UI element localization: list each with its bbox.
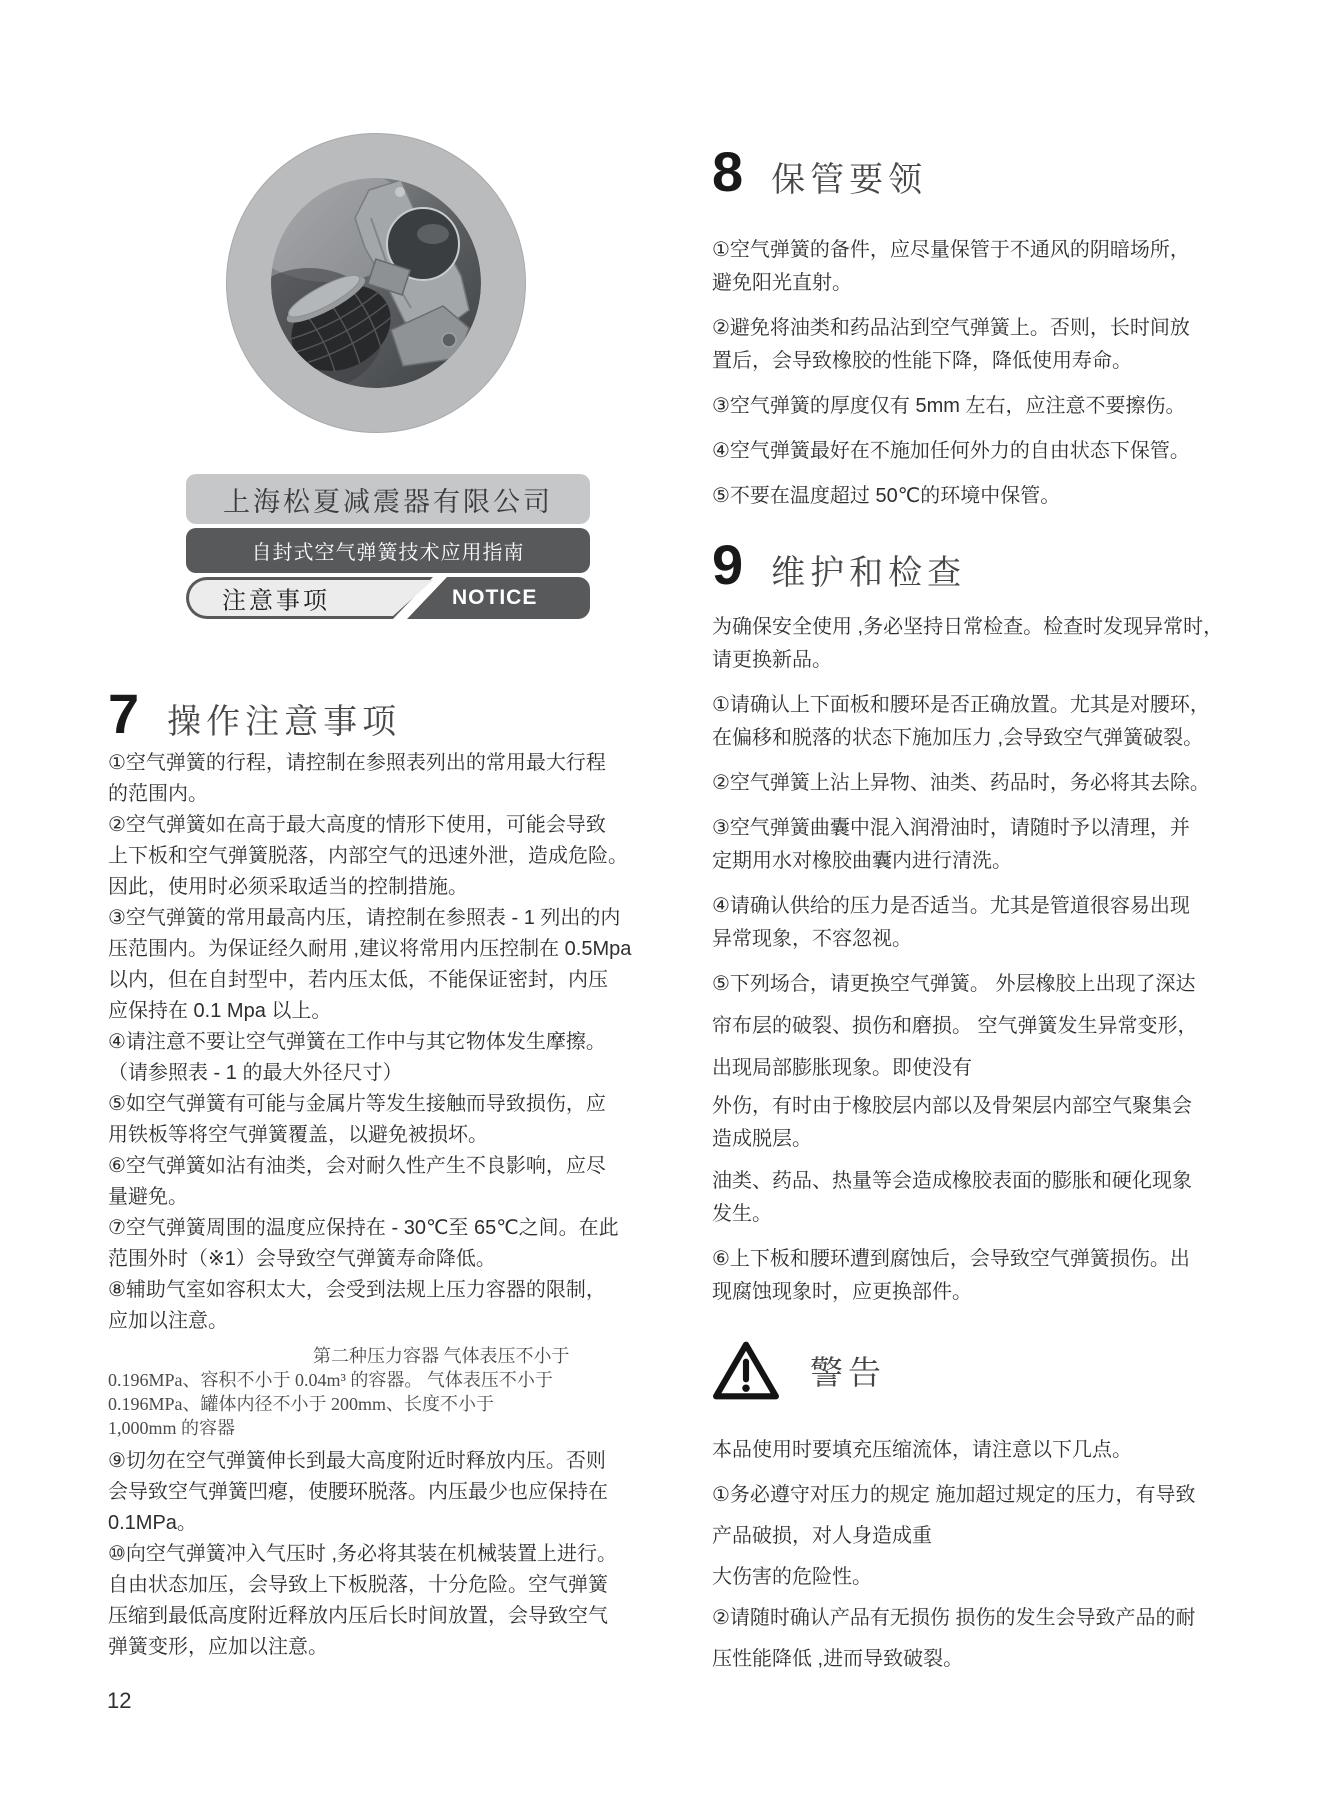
section7-heading — [108, 682, 688, 746]
air-spring-photo — [271, 178, 481, 388]
text-line: 因此，使用时必须采取适当的控制措施。 — [108, 876, 468, 898]
left-column — [108, 682, 688, 1663]
text-line: ②空气弹簧上沾上异物、油类、药品时，务必将其去除。 — [712, 772, 1210, 794]
text-line: ③空气弹簧的厚度仅有 5mm 左右，应注意不要擦伤。 — [712, 395, 1186, 417]
section7-item-2 — [108, 810, 688, 903]
section7-item-5 — [108, 1089, 688, 1151]
text-line: 0.196MPa、容积不小于 0.04m³ 的容器。 气体表压不小于 — [108, 1370, 553, 1390]
text-line: ⑨切勿在空气弹簧伸长到最大高度附近时释放内压。否则 — [108, 1450, 606, 1472]
section7-item-9 — [108, 1446, 688, 1539]
section7-item-8 — [108, 1275, 688, 1337]
text-line: 会导致空气弹簧凹瘪，使腰环脱落。内压最少也应保持在 — [108, 1481, 608, 1503]
section7-number: 7 — [108, 682, 140, 745]
section7-item-3 — [108, 903, 688, 1027]
section9-item-1 — [712, 689, 1260, 755]
right-column — [712, 140, 1260, 1684]
text-line: （请参照表 - 1 的最大外径尺寸） — [108, 1062, 403, 1084]
text-line: 以内，但在自封型中，若内压太低，不能保证密封，内压 — [108, 969, 608, 991]
section8-item-4 — [712, 435, 1260, 468]
text-line: 帘布层的破裂、损伤和磨损。 空气弹簧发生异常变形， — [712, 1015, 1198, 1037]
text-line: 的范围内。 — [108, 783, 208, 805]
section7-title: 操作注意事项 — [167, 703, 402, 741]
text-line: 油类、药品、热量等会造成橡胶表面的膨胀和硬化现象 — [712, 1170, 1192, 1192]
text-line: 定期用水对橡胶曲囊内进行清洗。 — [712, 850, 1012, 872]
text-line: 第二种压力容器 气体表压不小于 — [313, 1346, 570, 1366]
guide-title-banner: 自封式空气弹簧技术应用指南 — [186, 528, 590, 573]
text-line: 应加以注意。 — [108, 1310, 228, 1332]
text-line: 自由状态加压，会导致上下板脱落，十分危险。空气弹簧 — [108, 1574, 608, 1596]
section9-heading — [712, 533, 1260, 597]
text-line: 产品破损，对人身造成重 — [712, 1525, 932, 1547]
text-line: 造成脱层。 — [712, 1128, 812, 1150]
warning-heading — [712, 1339, 1260, 1402]
section9-item-2 — [712, 767, 1260, 800]
section8-item-1 — [712, 234, 1260, 300]
section9-intro — [712, 611, 1260, 677]
section8-heading — [712, 140, 1260, 204]
section7-item-10 — [108, 1539, 688, 1663]
text-line: ①请确认上下面板和腰环是否正确放置。尤其是对腰环， — [712, 694, 1210, 716]
text-line: 大伤害的危险性。 — [712, 1566, 872, 1588]
notice-label-cn: 注意事项 — [222, 587, 330, 615]
text-line: 应保持在 0.1 Mpa 以上。 — [108, 1000, 332, 1022]
text-line: ②避免将油类和药品沾到空气弹簧上。否则，长时间放 — [712, 317, 1190, 339]
section7-item-6 — [108, 1151, 688, 1213]
text-line: ②请随时确认产品有无损伤 损伤的发生会导致产品的耐 — [712, 1607, 1196, 1629]
text-line: ①空气弹簧的备件，应尽量保管于不通风的阴暗场所， — [712, 239, 1190, 261]
text-line: 出现局部膨胀现象。即使没有 — [712, 1057, 972, 1079]
text-line: 0.1MPa。 — [108, 1512, 197, 1534]
section9-item-5 — [712, 968, 1260, 1231]
section7-item-4 — [108, 1027, 688, 1089]
section8-item-3 — [712, 390, 1260, 423]
pressure-vessel-note — [108, 1344, 688, 1440]
text-line: 外伤，有时由于橡胶层内部以及骨架层内部空气聚集会 — [712, 1095, 1192, 1117]
text-line: ⑤如空气弹簧有可能与金属片等发生接触而导致损伤，应 — [108, 1093, 606, 1115]
section7-item-1 — [108, 748, 688, 810]
text-line: 上下板和空气弹簧脱落，内部空气的迅速外泄，造成危险。 — [108, 845, 628, 867]
company-name-banner: 上海松夏减震器有限公司 — [186, 474, 590, 524]
section9-title: 维护和检查 — [771, 554, 967, 592]
section9-item-4 — [712, 890, 1260, 956]
text-line: ⑦空气弹簧周围的温度应保持在 - 30℃至 65℃之间。在此 — [108, 1217, 619, 1239]
text-line: 为确保安全使用 ,务必坚持日常检查。检查时发现异常时， — [712, 616, 1224, 638]
text-line: ⑤下列场合，请更换空气弹簧。 外层橡胶上出现了深达 — [712, 973, 1196, 995]
air-spring-photo-figure — [226, 133, 526, 433]
notice-tab — [186, 577, 590, 619]
text-line: ⑤不要在温度超过 50℃的环境中保管。 — [712, 485, 1061, 507]
text-line: ③空气弹簧曲囊中混入润滑油时，请随时予以清理，并 — [712, 817, 1190, 839]
section8-item-5 — [712, 480, 1260, 513]
text-line: ⑧辅助气室如容积太大，会受到法规上压力容器的限制， — [108, 1279, 606, 1301]
text-line: ⑩向空气弹簧冲入气压时 ,务必将其装在机械装置上进行。 — [108, 1543, 618, 1565]
text-line: 压范围内。为保证经久耐用 ,建议将常用内压控制在 0.5Mpa — [108, 938, 632, 960]
warning-title: 警告 — [810, 1354, 886, 1391]
text-line: 避免阳光直射。 — [712, 272, 852, 294]
warning-intro — [712, 1434, 1260, 1467]
text-line: ④请注意不要让空气弹簧在工作中与其它物体发生摩擦。 — [108, 1031, 606, 1053]
text-line: ②空气弹簧如在高于最大高度的情形下使用，可能会导致 — [108, 814, 606, 836]
notice-label-en: NOTICE — [452, 586, 538, 609]
text-line: 压性能降低 ,进而导致破裂。 — [712, 1648, 964, 1670]
section9-item-3 — [712, 812, 1260, 878]
section9-number: 9 — [712, 533, 744, 596]
text-line: 本品使用时要填充压缩流体，请注意以下几点。 — [712, 1439, 1132, 1461]
text-line: 在偏移和脱落的状态下施加压力 ,会导致空气弹簧破裂。 — [712, 727, 1204, 749]
section9-item-6 — [712, 1243, 1260, 1309]
text-line: ④请确认供给的压力是否适当。尤其是管道很容易出现 — [712, 895, 1190, 917]
text-line: ③空气弹簧的常用最高内压，请控制在参照表 - 1 列出的内 — [108, 907, 621, 929]
text-line: ⑥上下板和腰环遭到腐蚀后，会导致空气弹簧损伤。出 — [712, 1248, 1190, 1270]
text-line: 范围外时（※1）会导致空气弹簧寿命降低。 — [108, 1248, 496, 1270]
page-number: 12 — [107, 1688, 132, 1713]
text-line: 0.196MPa、罐体内径不小于 200mm、长度不小于 — [108, 1394, 495, 1414]
warning-items — [712, 1479, 1260, 1676]
text-line: ⑥空气弹簧如沾有油类，会对耐久性产生不良影响，应尽 — [108, 1155, 606, 1177]
text-line: 请更换新品。 — [712, 649, 832, 671]
section7-item-7 — [108, 1213, 688, 1275]
air-spring-photo-graphic — [271, 178, 481, 388]
text-line: 1,000mm 的容器 — [108, 1418, 236, 1438]
text-line: 用铁板等将空气弹簧覆盖，以避免被损坏。 — [108, 1124, 488, 1146]
text-line: 量避免。 — [108, 1186, 188, 1208]
text-line: ①空气弹簧的行程，请控制在参照表列出的常用最大行程 — [108, 752, 606, 774]
text-line: 弹簧变形，应加以注意。 — [108, 1636, 328, 1658]
section8-number: 8 — [712, 140, 744, 203]
text-line: 现腐蚀现象时，应更换部件。 — [712, 1281, 972, 1303]
section8-item-2 — [712, 312, 1260, 378]
text-line: 压缩到最低高度附近释放内压后长时间放置，会导致空气 — [108, 1605, 608, 1627]
text-line: 异常现象，不容忽视。 — [712, 928, 912, 950]
text-line: ①务必遵守对压力的规定 施加超过规定的压力，有导致 — [712, 1484, 1196, 1506]
text-line: 置后，会导致橡胶的性能下降，降低使用寿命。 — [712, 350, 1132, 372]
section8-title: 保管要领 — [771, 161, 928, 199]
warning-triangle-icon — [712, 1339, 780, 1402]
text-line: ④空气弹簧最好在不施加任何外力的自由状态下保管。 — [712, 440, 1190, 462]
text-line: 发生。 — [712, 1203, 772, 1225]
